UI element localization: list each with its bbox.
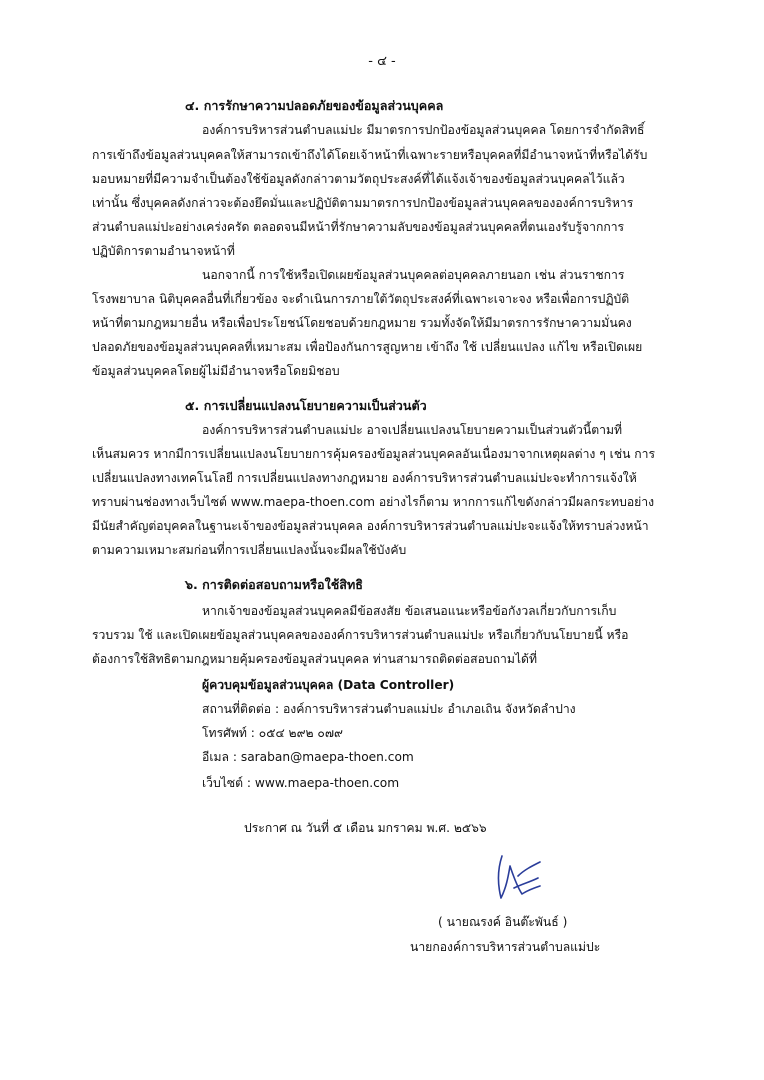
section5-line: ตามความเหมาะสมก่อนที่การเปลี่ยนแปลงนั้นจะมีผลใช้บังคับ — [92, 543, 407, 557]
section4-line: ข้อมูลส่วนบุคคลโดยผู้ไม่มีอำนาจหรือโดยมิชอบ — [92, 364, 340, 378]
section4-line: เท่านั้น ซึ่งบุคคลดังกล่าวจะต้องยึดมั่นและปฏิบัติตามมาตรการปกป้องข้อมูลส่วนบุคคลขององค์การบริหาร — [92, 196, 634, 210]
section4-line: มอบหมายที่มีความจำเป็นต้องใช้ข้อมูลดังกล่าวตามวัตถุประสงค์ที่ได้แจ้งเจ้าของข้อมูลส่วนบุคคลไว้แล้ว — [92, 172, 625, 186]
contact-website: เว็บไซต์ : www.maepa-thoen.com — [202, 776, 400, 790]
section5-line: องค์การบริหารส่วนตำบลแม่ปะ อาจเปลี่ยนแปลงนโยบายความเป็นส่วนตัวนี้ตามที่ — [202, 423, 623, 437]
section5-line: มีนัยสำคัญต่อบุคคลในฐานะเจ้าของข้อมูลส่วนบุคคล องค์การบริหารส่วนตำบลแม่ปะจะแจ้งให้ทราบล่วงหน้า — [92, 519, 649, 533]
section6-line: หากเจ้าของข้อมูลส่วนบุคคลมีข้อสงสัย ข้อเสนอแนะหรือข้อกังวลเกี่ยวกับการเก็บ — [202, 604, 617, 618]
section4-heading: ๔. การรักษาความปลอดภัยของข้อมูลส่วนบุคคล — [185, 98, 444, 113]
signatory-position: นายกองค์การบริหารส่วนตำบลแม่ปะ — [410, 940, 601, 954]
section4-line: โรงพยาบาล นิติบุคคลอื่นที่เกี่ยวข้อง จะดำเนินการภายใต้วัตถุประสงค์ที่เฉพาะเจาะจง หรือเพื่อการปฏิบัติ — [92, 292, 630, 306]
section4-line: ปลอดภัยของข้อมูลส่วนบุคคลที่เหมาะสม เพื่อป้องกันการสูญหาย เข้าถึง ใช้ เปลี่ยนแปลง แก้ไข หรือเปิดเผย — [92, 340, 643, 354]
section5-line: เปลี่ยนแปลงทางเทคโนโลยี การเปลี่ยนแปลงทางกฎหมาย องค์การบริหารส่วนตำบลแม่ปะจะทำการแจ้งให้ — [92, 471, 637, 485]
contact-email: อีเมล : saraban@maepa-thoen.com — [202, 750, 414, 764]
signature-image — [488, 848, 548, 908]
section4-line: องค์การบริหารส่วนตำบลแม่ปะ มีมาตรการปกป้องข้อมูลส่วนบุคคล โดยการจำกัดสิทธิ์ — [202, 123, 645, 137]
section4-line: นอกจากนี้ การใช้หรือเปิดเผยข้อมูลส่วนบุคคลต่อบุคคลภายนอก เช่น ส่วนราชการ — [202, 268, 625, 282]
contact-address: สถานที่ติดต่อ : องค์การบริหารส่วนตำบลแม่ปะ อำเภอเถิน จังหวัดลำปาง — [202, 702, 576, 716]
signatory-name: ( นายณรงค์ อินต๊ะพันธ์ ) — [438, 915, 568, 929]
section4-line: การเข้าถึงข้อมูลส่วนบุคคลให้สามารถเข้าถึงได้โดยเจ้าหน้าที่เฉพาะรายหรือบุคคลที่มีอำนาจหน้าที่หรือได้รับ — [92, 148, 648, 162]
contact-title: ผู้ควบคุมข้อมูลส่วนบุคคล (Data Controller) — [202, 678, 455, 692]
section6-line: ต้องการใช้สิทธิตามกฎหมายคุ้มครองข้อมูลส่วนบุคคล ท่านสามารถติดต่อสอบถามได้ที่ — [92, 652, 537, 666]
section5-heading: ๕. การเปลี่ยนแปลงนโยบายความเป็นส่วนตัว — [185, 398, 427, 413]
contact-phone: โทรศัพท์ : ๐๕๔ ๒๙๒ ๐๗๙ — [202, 726, 343, 740]
section4-line: ส่วนตำบลแม่ปะอย่างเคร่งครัด ตลอดจนมีหน้าที่รักษาความลับของข้อมูลส่วนบุคคลที่ตนเองรับรู้จากการ — [92, 220, 625, 234]
section4-line: ปฏิบัติการตามอำนาจหน้าที่ — [92, 244, 235, 258]
announcement-date: ประกาศ ณ วันที่ ๕ เดือน มกราคม พ.ศ. ๒๕๖๖ — [244, 821, 487, 835]
section5-line: ทราบผ่านช่องทางเว็บไซต์ www.maepa-thoen.com อย่างไรก็ตาม หากการแก้ไขดังกล่าวมีผลกระทบอย่าง — [92, 495, 655, 509]
section6-heading: ๖. การติดต่อสอบถามหรือใช้สิทธิ — [185, 577, 363, 592]
page-number: - ๔ - — [368, 54, 396, 69]
section4-line: หน้าที่ตามกฎหมายอื่น หรือเพื่อประโยชน์โดยชอบด้วยกฎหมาย รวมทั้งจัดให้มีมาตรการรักษาความมั่นคง — [92, 316, 632, 330]
section6-line: รวบรวม ใช้ และเปิดเผยข้อมูลส่วนบุคคลขององค์การบริหารส่วนตำบลแม่ปะ หรือเกี่ยวกับนโยบายนี้ หรือ — [92, 628, 629, 642]
section5-line: เห็นสมควร หากมีการเปลี่ยนแปลงนโยบายการคุ้มครองข้อมูลส่วนบุคคลอันเนื่องมาจากเหตุผลต่าง ๆ เช่น การ — [92, 447, 656, 461]
